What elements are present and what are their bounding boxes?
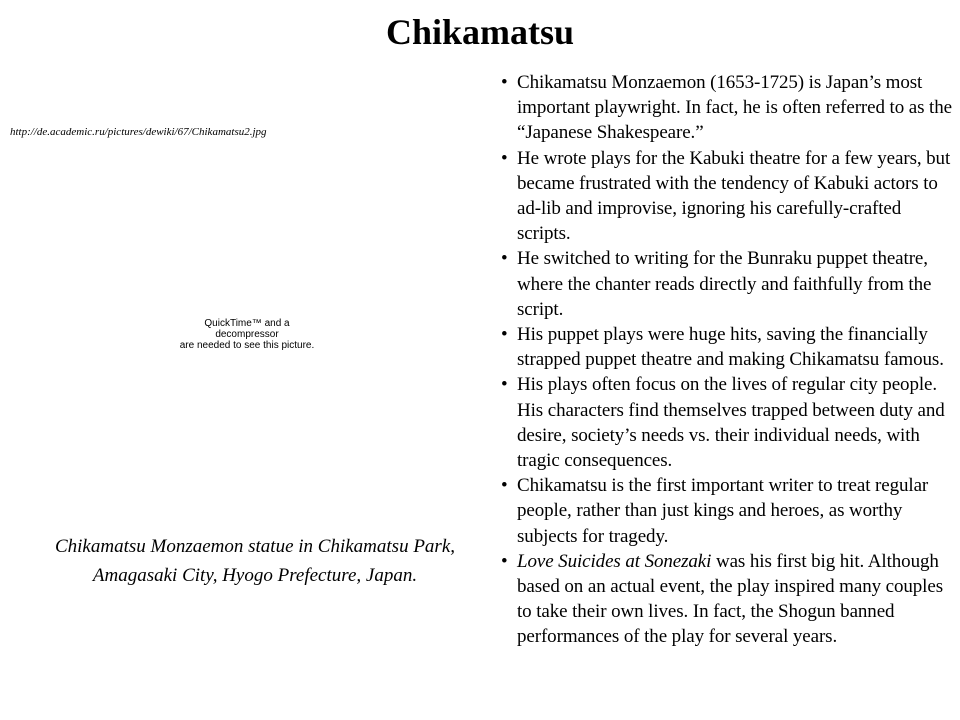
missing-image-placeholder: [172, 318, 322, 351]
image-source-url: http://de.academic.ru/pictures/dewiki/67/Chikamatsu2.jpg: [10, 126, 267, 138]
bullet-text: His puppet plays were huge hits, saving the financially strapped puppet theatre and making Chikamatsu famous.: [517, 324, 944, 371]
slide-title: Chikamatsu: [385, 12, 575, 52]
bullet-title: Love Suicides at Sonezaki: [517, 550, 712, 572]
bullet-marker: •: [501, 324, 508, 346]
bullet-text: He wrote plays for the Kabuki theatre for a few years, but became frustrated with the tendency of Kabuki actors to ad-lib and improvise, ignoring his carefully-crafted scripts.: [517, 147, 951, 245]
placeholder-line: are needed to see this picture.: [179, 340, 315, 351]
placeholder-line: decompressor: [215, 329, 279, 340]
bullet-marker: •: [501, 550, 508, 572]
bullet-marker: •: [501, 475, 508, 497]
bullet-item: [501, 246, 953, 322]
image-caption: [20, 532, 490, 590]
caption-line: Chikamatsu Monzaemon statue in Chikamatsu Park,: [54, 536, 456, 557]
bullet-text: Chikamatsu is the first important writer to treat regular people, rather than just kings and heroes, as worthy subjects for tragedy.: [517, 475, 929, 547]
bullet-marker: •: [501, 147, 508, 169]
bullet-text: His plays often focus on the lives of regular city people. His characters find themselves trapped between duty and desire, society’s needs vs. their individual needs, with tragic consequences.: [517, 374, 945, 472]
bullet-marker: •: [501, 72, 508, 93]
bullet-item: [501, 146, 953, 247]
bullet-list: [501, 70, 953, 650]
bullet-item: [501, 473, 953, 549]
bullet-marker: •: [501, 374, 508, 396]
bullet-text: was his first big hit. Although based on an actual event, the play inspired many couples to take their own lives. In fact, the Shogun banned performances of the play for several years.: [517, 550, 943, 648]
bullet-item: [501, 70, 953, 146]
bullet-marker: •: [501, 248, 508, 270]
caption-line: Amagasaki City, Hyogo Prefecture, Japan.: [92, 565, 418, 586]
bullet-item: [501, 322, 953, 372]
placeholder-line: QuickTime™ and a: [204, 318, 290, 329]
bullet-text: He switched to writing for the Bunraku puppet theatre, where the chanter reads directly and faithfully from the script.: [517, 248, 932, 320]
bullet-item: [501, 372, 953, 473]
bullet-item: [501, 549, 953, 650]
bullet-text: Chikamatsu Monzaemon (1653-1725) is Japan’s most important playwright. In fact, he is often referred to as the “Japanese Shakespeare.”: [517, 72, 952, 144]
